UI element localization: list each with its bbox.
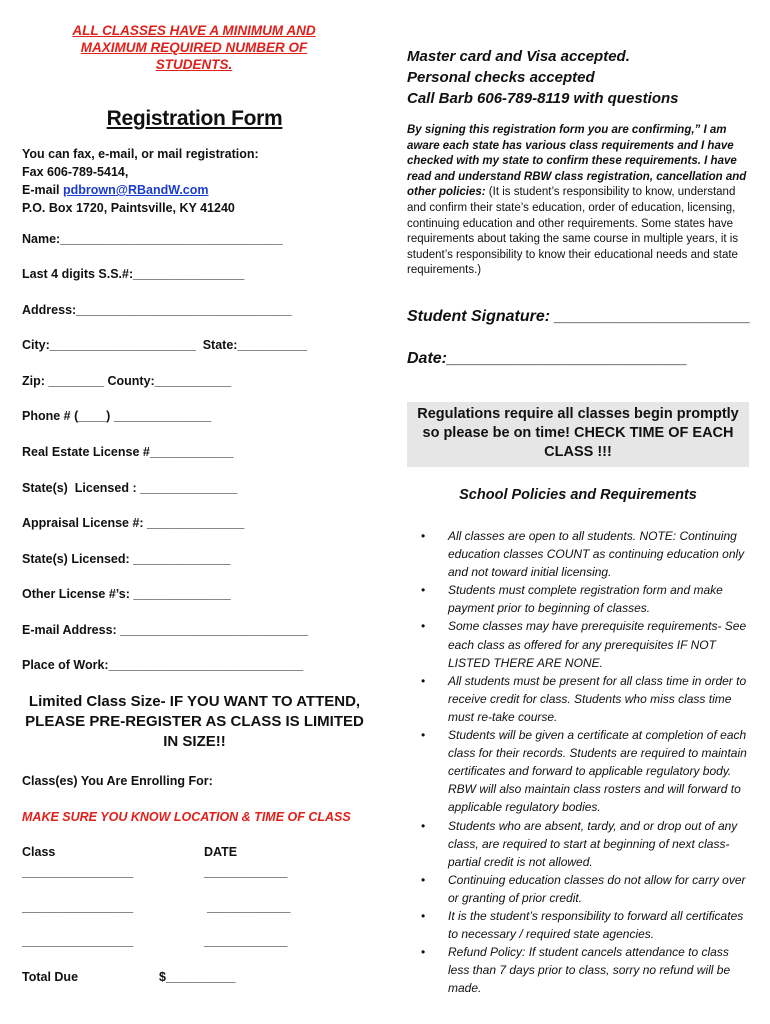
name-field[interactable]: Name:________________________________	[22, 232, 283, 246]
zip-county-field[interactable]: Zip: ________ County:___________	[22, 374, 232, 388]
signing-confirmation	[407, 123, 752, 279]
policy-item: • All students must be present for all class time in order to receive credit for class. Students who miss class time must re-take course.	[421, 673, 747, 724]
policy-item: • It is the student’s responsibility to forward all certificates to necessary / required state agencies.	[421, 908, 744, 942]
student-signature-field[interactable]: Student Signature: ______________________	[407, 308, 751, 325]
email-line	[22, 181, 367, 199]
regulations-notice: Regulations require all classes begin promptly so please be on time! CHECK TIME OF EACH CLASS !!!	[407, 402, 749, 467]
date-header: DATE	[204, 845, 238, 859]
email-link[interactable]: pdbrown@RBandW.com	[63, 183, 209, 197]
policy-item: • All classes are open to all students. NOTE: Continuing education classes COUNT as continuing education only and not toward initial licensing.	[421, 529, 745, 580]
payment-phone: Call Barb 606-789-8119 with questions	[407, 90, 679, 107]
contact-info	[22, 145, 367, 217]
policy-item: • Refund Policy: If student cancels attendance to class less than 7 days prior to class, sorry no refund will be made.	[421, 945, 731, 996]
bullet-icon: •	[421, 619, 426, 634]
ssn-field[interactable]: Last 4 digits S.S.#:________________	[22, 267, 245, 281]
signing-bold-text: By signing this registration form you are confirming,” I am aware each state has various class requirements and I have checked with my state to confirm these requirements. I have read and understand RBW class registration, cancellation and other policies:	[407, 124, 747, 199]
policies-title: School Policies and Requirements	[459, 487, 697, 503]
date-line-3[interactable]: ____________	[204, 934, 288, 948]
class-line-3[interactable]: ________________	[22, 934, 134, 948]
bullet-icon: •	[421, 529, 426, 543]
payment-checks: Personal checks accepted	[407, 69, 595, 86]
policy-item: • Continuing education classes do not allow for carry over or granting of prior credit.	[421, 872, 746, 905]
payment-info	[407, 46, 752, 109]
email-prefix: E-mail	[22, 183, 63, 197]
policies-list	[407, 527, 752, 997]
class-header: Class	[22, 845, 56, 859]
bullet-icon: •	[421, 908, 426, 923]
class-line-1[interactable]: ________________	[22, 865, 134, 879]
payment-cards: Master card and Visa accepted.	[407, 48, 630, 65]
form-title: Registration Form	[106, 107, 283, 130]
date-line-2[interactable]: ____________	[207, 900, 291, 914]
states-licensed-2-field[interactable]: State(s) Licensed: ______________	[22, 552, 231, 566]
date-line-1[interactable]: ____________	[204, 865, 288, 879]
re-license-field[interactable]: Real Estate License #____________	[22, 445, 234, 459]
policy-item: • Students will be given a certificate at completion of each class for their records. Students are required to maintain certificates and forward to applicable regulatory body. RBW will also maintain class rosters and will forward to applicable regulatory bodies.	[421, 728, 747, 815]
bullet-icon: •	[421, 583, 426, 598]
policy-item: • Students must complete registration form and make payment prior to beginning of classes.	[421, 583, 723, 616]
address-field[interactable]: Address:_______________________________	[22, 303, 292, 317]
states-licensed-field[interactable]: State(s) Licensed : ______________	[22, 481, 238, 495]
class-size-warning: ALL CLASSES HAVE A MINIMUM AND MAXIMUM REQUIRED NUMBER OF STUDENTS.	[72, 23, 316, 72]
place-of-work-field[interactable]: Place of Work:____________________________	[22, 658, 304, 672]
right-column	[407, 22, 752, 996]
left-column	[22, 22, 367, 984]
appraisal-license-field[interactable]: Appraisal License #: ______________	[22, 516, 245, 530]
policy-item: • Students who are absent, tardy, and or drop out of any class, are required to start at beginning of next class- partial credit is not allowed.	[421, 818, 738, 869]
bullet-icon: •	[421, 728, 426, 743]
enrolling-label: Class(es) You Are Enrolling For:	[22, 774, 213, 788]
bullet-icon: •	[421, 872, 426, 887]
total-label: Total Due	[22, 970, 79, 984]
policy-item: • Some classes may have prerequisite requirements- See each class as offered for any prerequisites IF NOT LISTED THERE ARE NONE.	[421, 619, 747, 670]
limited-size-notice: Limited Class Size- IF YOU WANT TO ATTEND, PLEASE PRE-REGISTER AS CLASS IS LIMITED IN SIZE!!	[25, 693, 364, 750]
other-license-field[interactable]: Other License #’s: ______________	[22, 587, 231, 601]
location-time-note: MAKE SURE YOU KNOW LOCATION & TIME OF CLASS	[22, 810, 351, 824]
bullet-icon: •	[421, 818, 426, 833]
total-due-field[interactable]: $__________	[159, 970, 236, 984]
class-line-2[interactable]: ________________	[22, 900, 134, 914]
fax-number: Fax 606-789-5414,	[22, 165, 129, 179]
contact-intro: You can fax, e-mail, or mail registration:	[22, 147, 259, 161]
city-state-field[interactable]: City:_____________________ State:__________	[22, 338, 307, 352]
phone-field[interactable]: Phone # (____) ______________	[22, 409, 212, 423]
signing-normal-text: (It is student’s responsibility to know, understand and confirm their state’s education, order of education, licensing, continuing education and other requirements. Some states have requirements about taking the same course in multiple years, it is student’s responsibility to know their educational needs and state requirements.)	[407, 186, 739, 277]
po-box: P.O. Box 1720, Paintsville, KY 41240	[22, 201, 235, 215]
email-address-field[interactable]: E-mail Address: ___________________________	[22, 623, 308, 637]
signature-date-field[interactable]: Date:___________________________	[407, 350, 688, 367]
bullet-icon: •	[421, 673, 426, 688]
bullet-icon: •	[421, 945, 426, 960]
